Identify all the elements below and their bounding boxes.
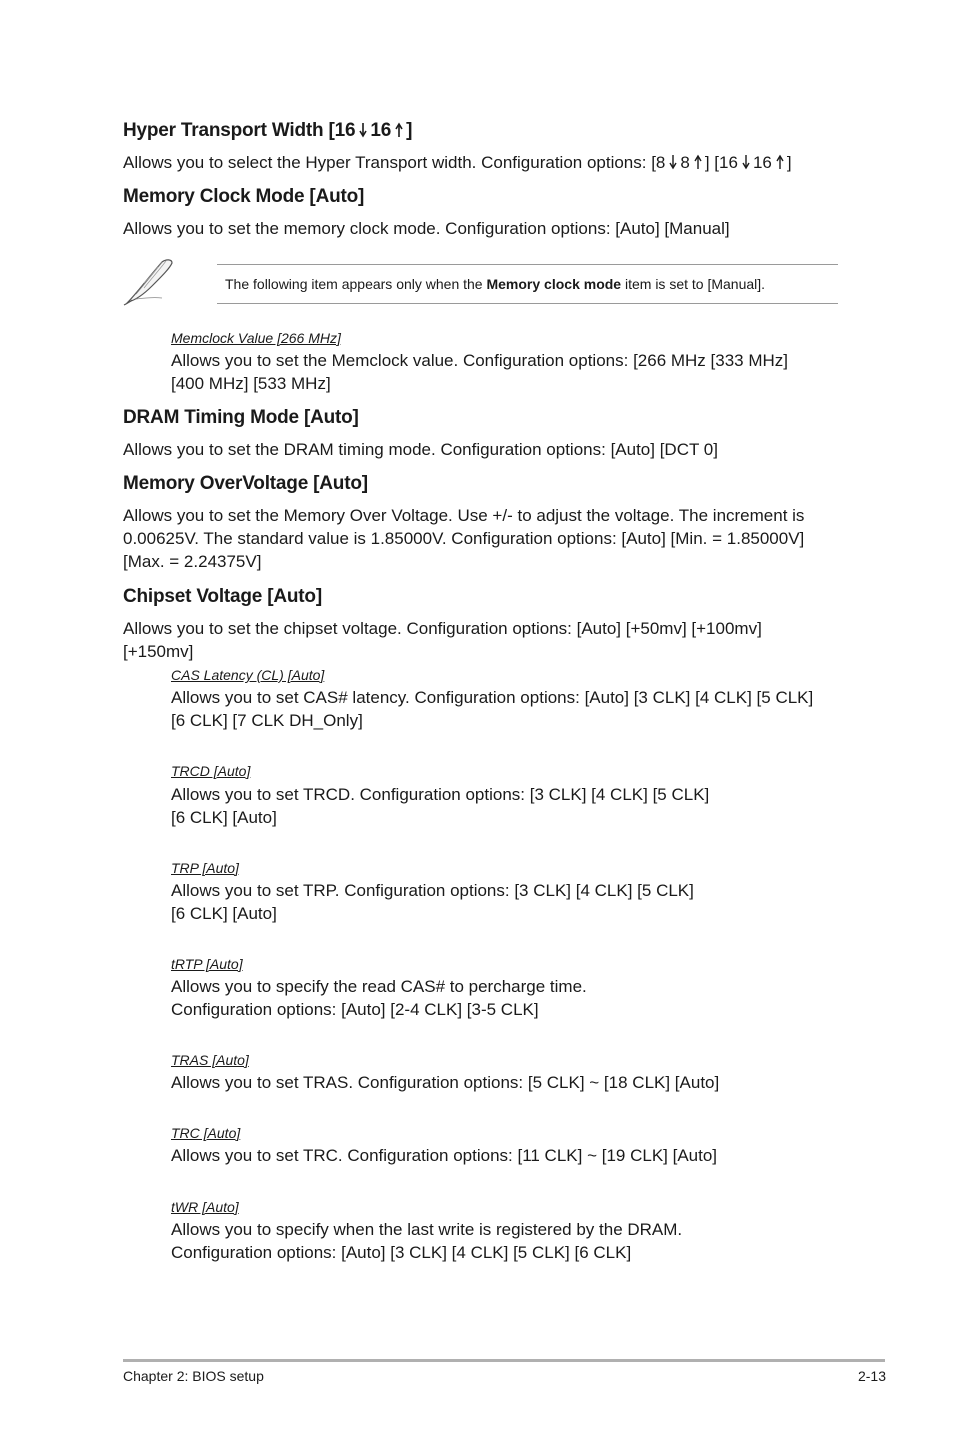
dram-timing-mode-heading: DRAM Timing Mode [Auto]	[123, 407, 359, 428]
arrow-down-icon	[359, 122, 367, 138]
arrow-up-icon	[694, 154, 702, 170]
twr-subheading: tWR [Auto]	[171, 1199, 239, 1215]
memory-clock-mode-description: Allows you to set the memory clock mode. Configuration options: [Auto] [Manual]	[123, 219, 730, 238]
cas-latency-subheading: CAS Latency (CL) [Auto]	[171, 667, 325, 683]
footer-page-number: 2-13	[857, 1368, 886, 1384]
hyper-transport-width-description: Allows you to select the Hyper Transport width. Configuration options: [8 8 ] [16 16 ]	[123, 153, 792, 172]
note-box	[217, 264, 838, 304]
memclock-value-subheading: Memclock Value [266 MHz]	[171, 330, 341, 346]
chipset-voltage-description: Allows you to set the chipset voltage. Configuration options: [Auto] [+50mv] [+100mv] [+150mv]	[123, 619, 762, 661]
trp-subheading: TRP [Auto]	[171, 860, 239, 876]
footer-divider	[123, 1359, 885, 1362]
trc-subheading: TRC [Auto]	[171, 1125, 241, 1141]
twr-description: Allows you to specify when the last write is registered by the DRAM. Configuration options: [Auto] [3 CLK] [4 CLK] [5 CLK] [6 CLK]	[171, 1220, 683, 1262]
footer-chapter: Chapter 2: BIOS setup	[123, 1368, 264, 1384]
tras-description: Allows you to set TRAS. Configuration options: [5 CLK] ~ [18 CLK] [Auto]	[171, 1073, 720, 1092]
pen-note-icon	[122, 256, 176, 306]
arrow-up-icon	[776, 154, 784, 170]
arrow-down-icon	[669, 154, 677, 170]
note-text: The following item appears only when the Memory clock mode item is set to [Manual].	[225, 276, 766, 292]
hyper-transport-width-heading: Hyper Transport Width [16 16 ]	[123, 120, 413, 141]
trc-description: Allows you to set TRC. Configuration options: [11 CLK] ~ [19 CLK] [Auto]	[171, 1146, 718, 1165]
tras-subheading: TRAS [Auto]	[171, 1052, 249, 1068]
memory-overvoltage-heading: Memory OverVoltage [Auto]	[123, 473, 368, 494]
trcd-description: Allows you to set TRCD. Configuration options: [3 CLK] [4 CLK] [5 CLK] [6 CLK] [Auto]	[171, 785, 710, 827]
trp-description: Allows you to set TRP. Configuration options: [3 CLK] [4 CLK] [5 CLK] [6 CLK] [Auto]	[171, 881, 694, 923]
trtp-description: Allows you to specify the read CAS# to percharge time. Configuration options: [Auto] [2-4 CLK] [3-5 CLK]	[171, 977, 587, 1019]
chipset-voltage-heading: Chipset Voltage [Auto]	[123, 586, 322, 607]
dram-timing-mode-description: Allows you to set the DRAM timing mode. Configuration options: [Auto] [DCT 0]	[123, 440, 718, 459]
trcd-subheading: TRCD [Auto]	[171, 763, 251, 779]
trtp-subheading: tRTP [Auto]	[171, 956, 243, 972]
arrow-down-icon	[742, 154, 750, 170]
memclock-value-description: Allows you to set the Memclock value. Configuration options: [266 MHz [333 MHz] [400 MHz] [533 MHz]	[171, 351, 789, 393]
memory-overvoltage-description: Allows you to set the Memory Over Voltage. Use +/- to adjust the voltage. The increment is 0.00625V. The standard value is 1.85000V. Configuration options: [Auto] [Min. = 1.85000V] [Max. = 2.24375V]	[123, 506, 805, 571]
memory-clock-mode-heading: Memory Clock Mode [Auto]	[123, 186, 365, 207]
arrow-up-icon	[395, 122, 403, 138]
cas-latency-description: Allows you to set CAS# latency. Configuration options: [Auto] [3 CLK] [4 CLK] [5 CLK] [6 CLK] [7 CLK DH_Only]	[171, 688, 814, 730]
